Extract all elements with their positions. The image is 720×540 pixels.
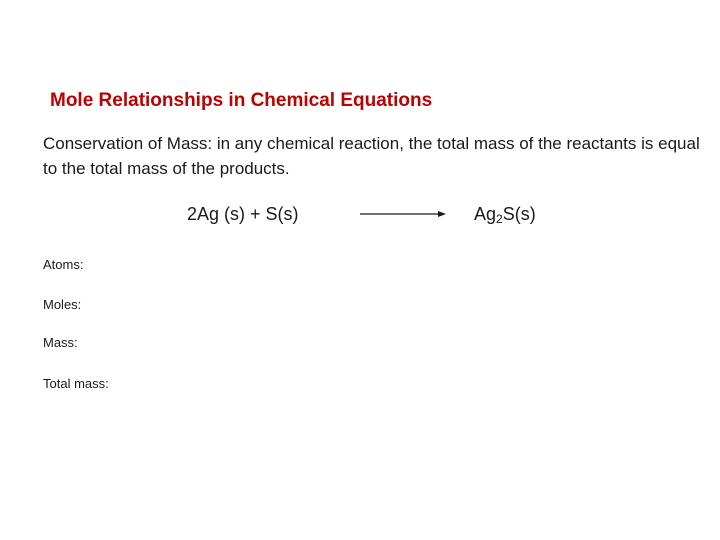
- slide-title: Mole Relationships in Chemical Equations: [50, 90, 433, 111]
- moles-label: Moles:: [43, 297, 82, 312]
- total-mass-label: Total mass:: [43, 376, 109, 391]
- product-element-ag: Ag: [474, 204, 497, 224]
- equation-product: [474, 204, 536, 232]
- product-subscript: 2: [496, 212, 503, 226]
- product-element-s: S(s): [502, 204, 536, 224]
- atoms-label: Atoms:: [43, 257, 84, 272]
- right-arrow-icon: [360, 208, 446, 220]
- mass-label: Mass:: [43, 335, 78, 350]
- equation-reactants: 2Ag (s) + S(s): [187, 204, 299, 224]
- conservation-of-mass-statement: Conservation of Mass: in any chemical reaction, the total mass of the reactants is equal to the total mass of the products.: [43, 134, 700, 178]
